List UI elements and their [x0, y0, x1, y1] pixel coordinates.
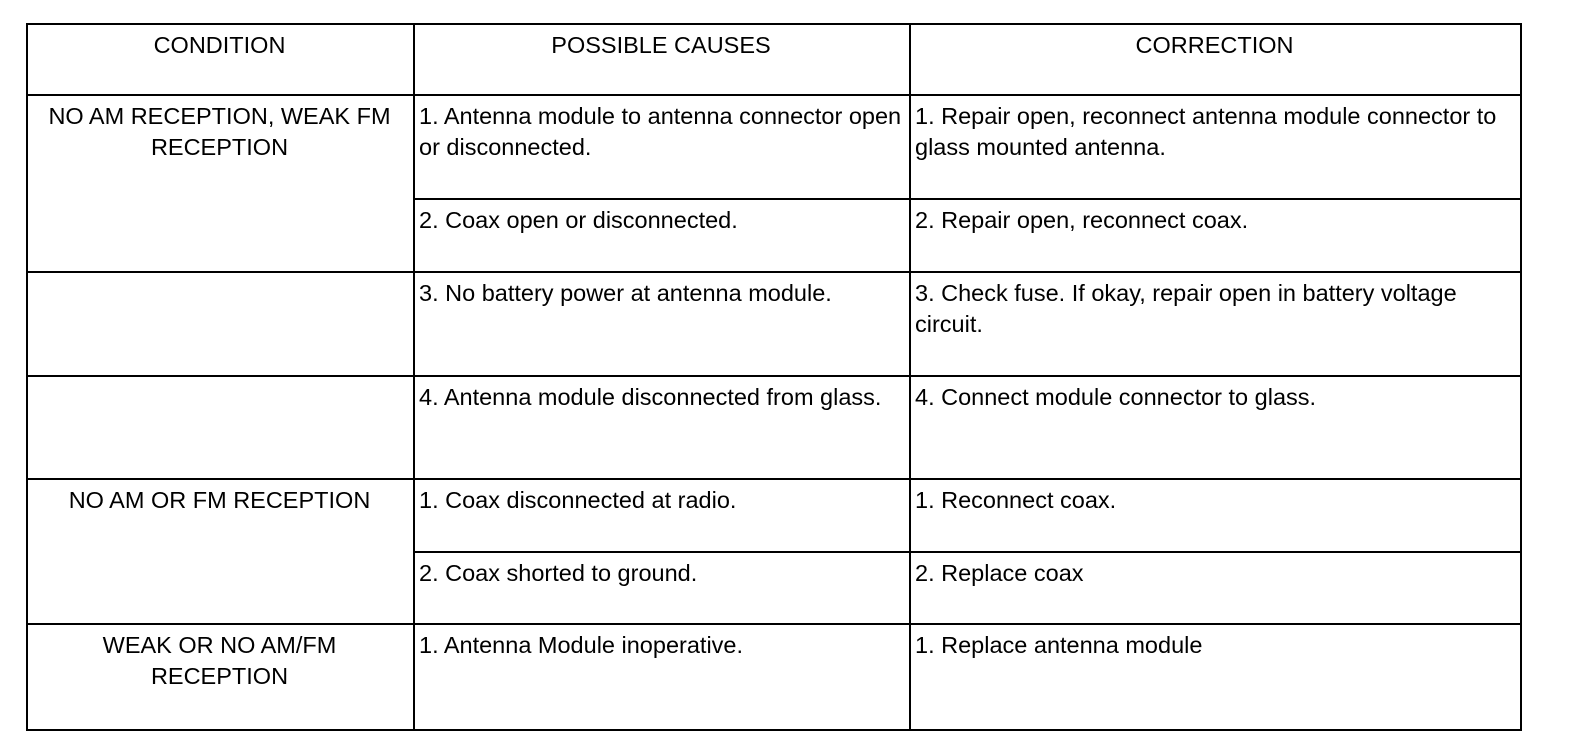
header-row [27, 24, 1521, 95]
condition-cell: NO AM RECEPTION, WEAK FM RECEPTION [27, 95, 414, 272]
cause-cell: 1. Antenna module to antenna connector open or disconnected. [414, 95, 910, 199]
cause-cell: 2. Coax shorted to ground. [414, 552, 910, 624]
header-possible-causes: POSSIBLE CAUSES [414, 24, 910, 95]
cause-cell: 4. Antenna module disconnected from glass. [414, 376, 910, 479]
table-row [27, 272, 1521, 376]
correction-cell: 1. Repair open, reconnect antenna module connector to glass mounted antenna. [910, 95, 1521, 199]
cause-cell: 3. No battery power at antenna module. [414, 272, 910, 376]
correction-cell: 1. Replace antenna module [910, 624, 1521, 730]
table-row [27, 479, 1521, 552]
table-row [27, 376, 1521, 479]
correction-cell: 1. Reconnect coax. [910, 479, 1521, 552]
condition-cell [27, 376, 414, 479]
table-row [27, 624, 1521, 730]
correction-cell: 4. Connect module connector to glass. [910, 376, 1521, 479]
cause-cell: 1. Coax disconnected at radio. [414, 479, 910, 552]
cause-cell: 1. Antenna Module inoperative. [414, 624, 910, 730]
correction-cell: 2. Repair open, reconnect coax. [910, 199, 1521, 272]
cause-cell: 2. Coax open or disconnected. [414, 199, 910, 272]
condition-cell [27, 272, 414, 376]
table-row [27, 95, 1521, 199]
header-correction: CORRECTION [910, 24, 1521, 95]
diagnosis-table [26, 23, 1522, 731]
condition-cell: WEAK OR NO AM/FM RECEPTION [27, 624, 414, 730]
correction-cell: 3. Check fuse. If okay, repair open in battery voltage circuit. [910, 272, 1521, 376]
condition-cell: NO AM OR FM RECEPTION [27, 479, 414, 624]
header-condition: CONDITION [27, 24, 414, 95]
correction-cell: 2. Replace coax [910, 552, 1521, 624]
